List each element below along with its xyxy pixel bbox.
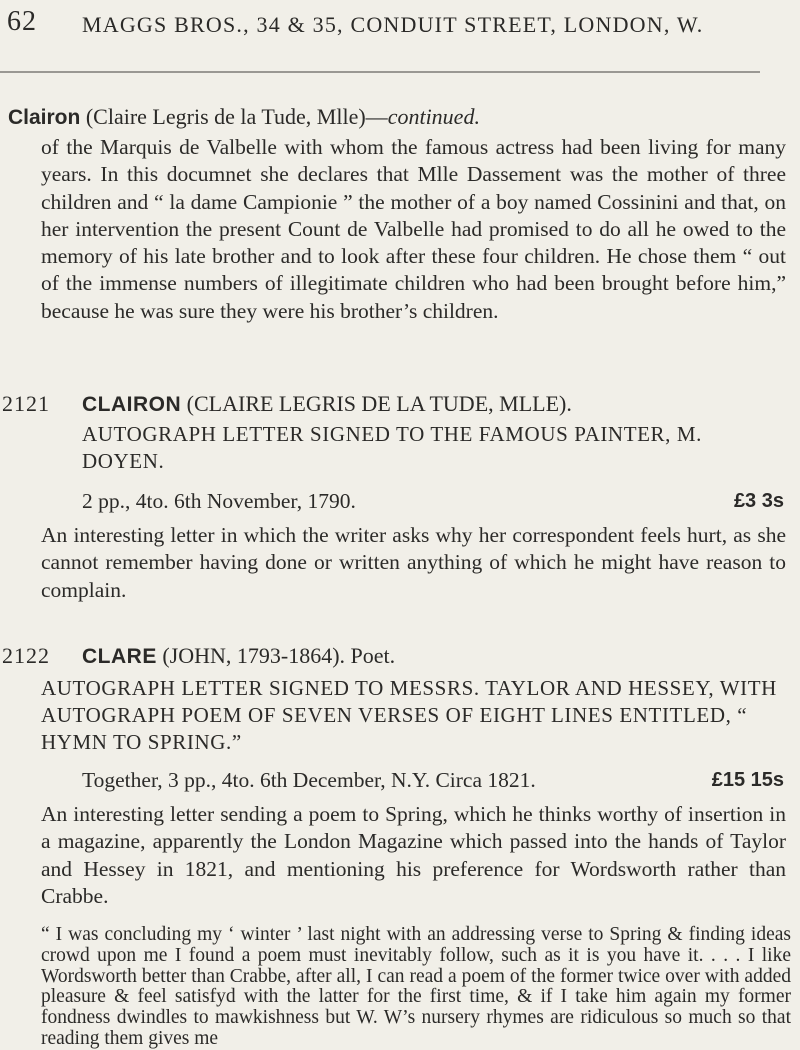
lot-details: Together, 3 pp., 4to. 6th December, N.Y. Circa 1821. [82,768,536,792]
lot-title: AUTOGRAPH LETTER SIGNED TO MESSRS. TAYLOR AND HESSEY, WITH AUTOGRAPH POEM OF SEVEN VERSES OF EIGHT LINES ENTITLED, “ HYMN TO SPRING.” [41,676,777,754]
lot-price: £3 3s [733,490,784,512]
page-header [0,4,800,74]
lot-number: 2122 [2,643,50,668]
lot-quotation: “ I was concluding my ‘ winter ’ last night with an addressing verse to Spring & finding ideas crowd upon me I found a poem must inevitably follow, such as it is you have it. . . . I like Wordsworth better than Crabbe, after all, I can read a poem of the former twice over with added pleasure & feel satisfyd with the latter for the first time, & if I take him again my former fondness dwindles to mawkishness but W. W’s nursery rhymes are ridiculous so much so that reading them gives me [41,924,791,1049]
lot-number: 2121 [2,391,50,416]
running-title: MAGGS BROS., 34 & 35, CONDUIT STREET, LONDON, W. [82,12,704,37]
lot-name: CLARE [82,645,157,668]
page-number: 62 [7,6,37,37]
continued-name: Clairon [8,106,81,129]
lot-details: 2 pp., 4to. 6th November, 1790. [82,489,356,513]
lot-name-rest: (JOHN, 1793-1864). Poet. [156,643,396,668]
continued-name-rest: (Claire Legris de la Tude, Mlle)— [80,104,388,129]
lot-title-text: AUTOGRAPH LETTER SIGNED TO THE FAMOUS PAINTER, M. DOYEN. [82,422,702,473]
continued-heading [8,104,480,130]
lot-title [82,421,787,475]
lot-heading [82,391,572,417]
continued-label: continued. [387,104,480,129]
lot-description: An interesting letter sending a poem to Spring, which he thinks worthy of insertion in a magazine, apparently the London Magazine which passed into the hands of Taylor and Hessey in 1821, and mentioning his preference for Wordsworth rather than Crabbe. [41,802,786,908]
lot-price: £15 15s [711,769,784,791]
lot-name-rest: (CLAIRE LEGRIS DE LA TUDE, MLLE). [181,391,572,416]
lot-heading [82,643,395,669]
continued-paragraph: of the Marquis de Valbelle with whom the famous actress had been living for many years. In this documnet she declares that Mlle Dassement was the mother of three children and “ la dame Campionie ” the mother of a boy named Cossinini and that, on her intervention the present Count de Valbelle had promised to do all he owed to the memory of his late brother and to look after these four children. He chose them “ out of the immense numbers of illegitimate children who had been brought before him,” because he was sure they were his brother’s children. [41,135,786,323]
lot-name: CLAIRON [82,393,182,416]
header-rule [0,71,760,73]
lot-description: An interesting letter in which the writer asks why her correspondent feels hurt, as she cannot remember having done or written anything of which he might have reason to complain. [41,523,786,602]
